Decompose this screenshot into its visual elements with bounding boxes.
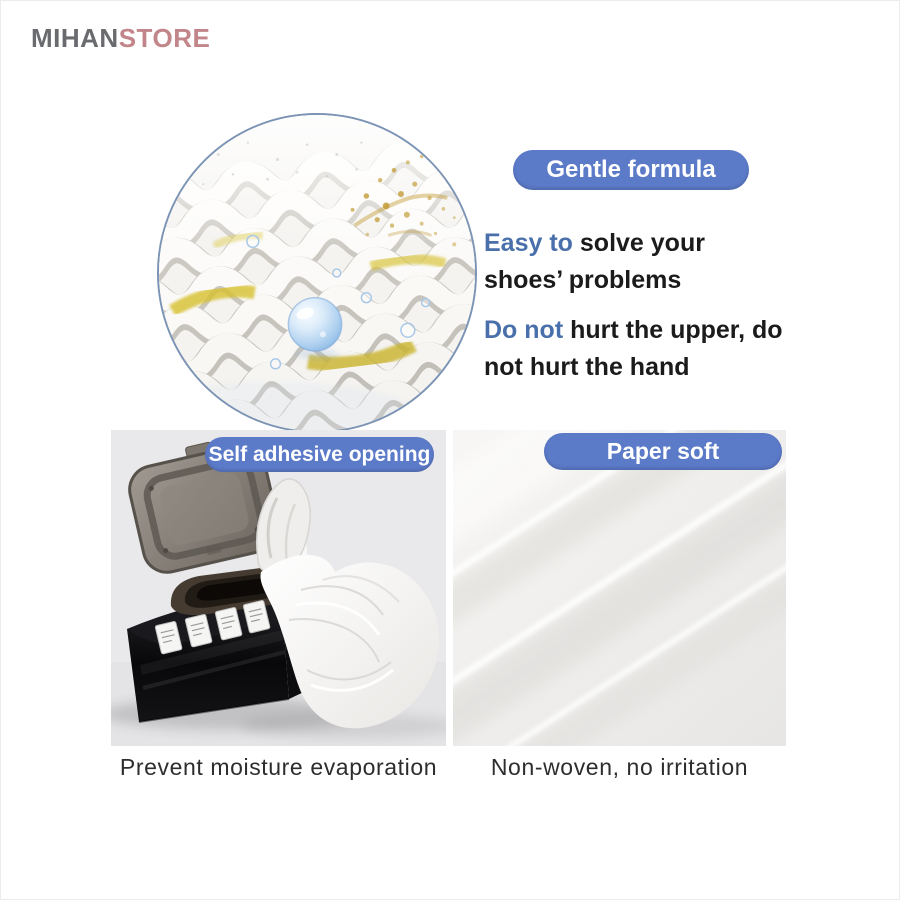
gentle-formula-badge-label: Gentle formula: [546, 156, 716, 183]
feature-point-donot: [484, 312, 789, 386]
logo-text-mihan: MIHAN: [31, 23, 119, 53]
paper-soft-badge: [544, 433, 782, 470]
water-drop: [288, 298, 341, 351]
wipes-pack-illustration: [111, 430, 446, 746]
paper-caption: Non-woven, no irritation: [490, 754, 749, 780]
feature-lead-text: Do not: [484, 316, 564, 344]
feature-point-easy: [484, 225, 789, 299]
paper-texture-illustration: [453, 430, 786, 746]
feature-lead-text: Easy to: [484, 229, 573, 257]
paper-soft-badge-label: Paper soft: [606, 438, 720, 464]
woven-fabric-illustration: [159, 115, 475, 431]
feature-rest-text: hurt the upper, do not hurt the hand: [484, 316, 783, 381]
logo-text-store: STORE: [118, 23, 211, 53]
self-adhesive-badge: [205, 437, 434, 472]
brand-logo: [31, 23, 210, 54]
self-adhesive-badge-label: Self adhesive opening: [208, 442, 431, 466]
feature-rest-text: solve your shoes’ problems: [484, 229, 705, 294]
wipes-pack-photo: [111, 430, 446, 746]
fabric-closeup-photo: [157, 113, 477, 433]
paper-texture-photo: [453, 430, 786, 746]
wipes-caption: Prevent moisture evaporation: [119, 754, 438, 780]
gentle-formula-badge: [513, 150, 749, 190]
